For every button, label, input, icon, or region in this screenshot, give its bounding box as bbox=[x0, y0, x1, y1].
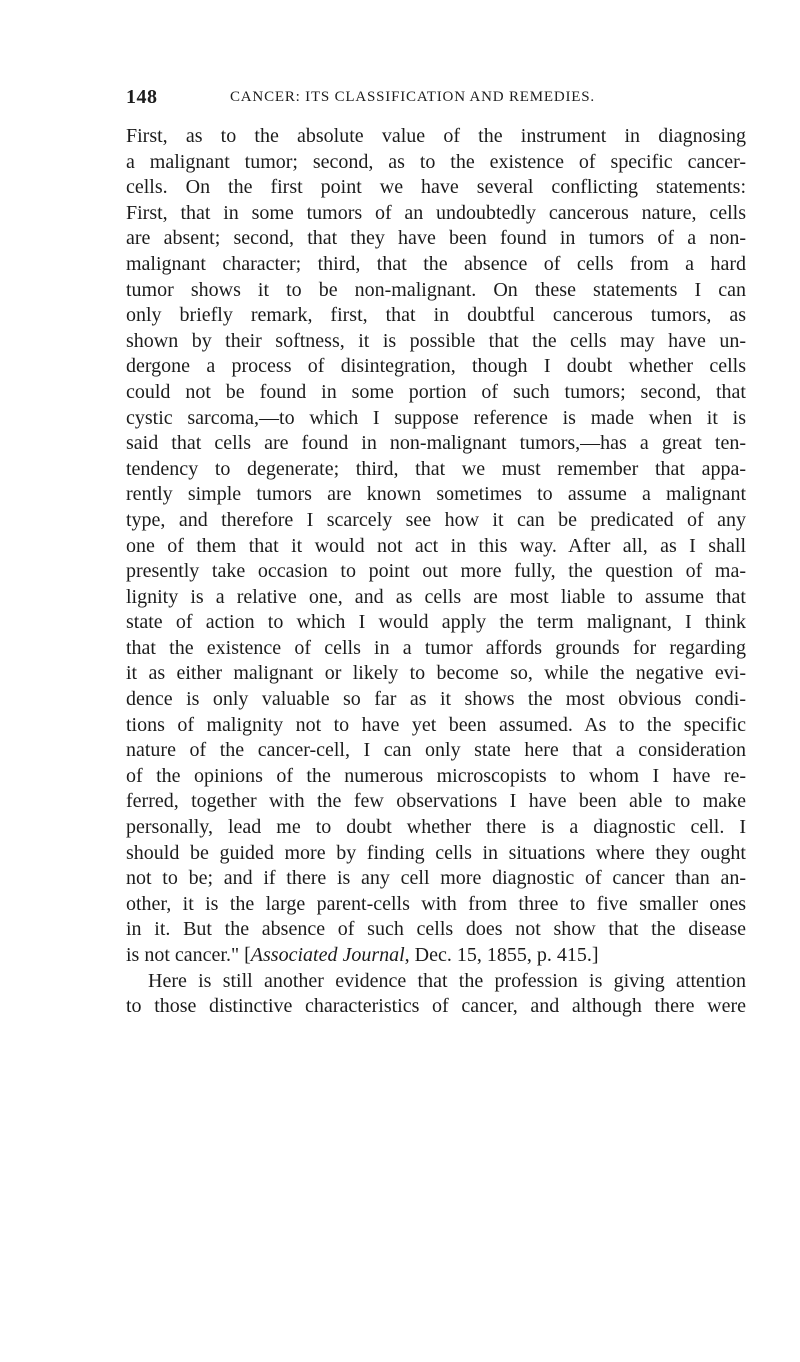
text-line: cystic sarcoma,—to which I suppose reference is made when it is bbox=[126, 406, 746, 429]
text-line: lignity is a relative one, and as cells are most liable to assume that bbox=[126, 585, 746, 608]
text-line: cells. On the first point we have several conflicting statements: bbox=[126, 176, 746, 199]
text-line: tions of malignity not to have yet been assumed. As to the specific bbox=[126, 713, 746, 736]
text-line: personally, lead me to doubt whether there is a diagnostic cell. I bbox=[126, 816, 746, 839]
text-line: tendency to degenerate; third, that we must remember that appa- bbox=[126, 457, 746, 480]
text-line: only briefly remark, first, that in doubtful cancerous tumors, as bbox=[126, 304, 746, 327]
citation-details: , Dec. 15, 1855, p. 415.] bbox=[404, 944, 599, 966]
text-line: rently simple tumors are known sometimes to assume a malignant bbox=[126, 483, 746, 506]
text-line: are absent; second, that they have been found in tumors of a non- bbox=[126, 227, 746, 250]
text-line: type, and therefore I scarcely see how it can be predicated of any bbox=[126, 508, 746, 531]
running-head: CANCER: ITS CLASSIFICATION AND REMEDIES. bbox=[230, 89, 595, 105]
text-line: a malignant tumor; second, as to the existence of specific cancer- bbox=[126, 150, 746, 173]
page-number: 148 bbox=[126, 86, 158, 108]
text-line: malignant character; third, that the absence of cells from a hard bbox=[126, 252, 746, 275]
text-line: First, as to the absolute value of the instrument in diagnosing bbox=[126, 125, 746, 147]
quote-end: is not cancer." [ bbox=[126, 944, 251, 966]
text-line: not to be; and if there is any cell more diagnostic of cancer than an- bbox=[126, 867, 746, 890]
text-line: that the existence of cells in a tumor affords grounds for regarding bbox=[126, 636, 746, 659]
text-line: in it. But the absence of such cells does not show that the disease bbox=[126, 918, 746, 941]
text-line: one of them that it would not act in this way. After all, as I shall bbox=[126, 534, 746, 557]
text-line: should be guided more by finding cells in situations where they ought bbox=[126, 841, 746, 864]
text-line: ferred, together with the few observations I have been able to make bbox=[126, 790, 746, 813]
text-line: tumor shows it to be non-malignant. On these statements I can bbox=[126, 278, 746, 301]
text-line: nature of the cancer-cell, I can only state here that a consideration bbox=[126, 739, 746, 762]
citation-journal: Associated Journal bbox=[250, 944, 405, 966]
body-text bbox=[126, 124, 746, 1020]
text-line: state of action to which I would apply the term malignant, I think bbox=[126, 611, 746, 634]
text-line: First, that in some tumors of an undoubtedly cancerous nature, cells bbox=[126, 201, 746, 224]
text-line-paragraph-start: Here is still another evidence that the profession is giving attention bbox=[148, 969, 746, 992]
text-line: dence is only valuable so far as it shows the most obvious condi- bbox=[126, 688, 746, 711]
text-line: shown by their softness, it is possible that the cells may have un- bbox=[126, 329, 746, 352]
text-line: presently take occasion to point out more fully, the question of ma- bbox=[126, 560, 746, 583]
text-line-with-citation bbox=[126, 943, 746, 969]
text-line: could not be found in some portion of such tumors; second, that bbox=[126, 380, 746, 403]
page-header bbox=[126, 86, 746, 110]
text-line: dergone a process of disintegration, though I doubt whether cells bbox=[126, 355, 746, 378]
text-line: other, it is the large parent-cells with from three to five smaller ones bbox=[126, 892, 746, 915]
text-line: of the opinions of the numerous microscopists to whom I have re- bbox=[126, 764, 746, 787]
text-line: to those distinctive characteristics of cancer, and although there were bbox=[126, 995, 746, 1018]
text-line: it as either malignant or likely to become so, while the negative evi- bbox=[126, 662, 746, 685]
text-line: said that cells are found in non-malignant tumors,—has a great ten- bbox=[126, 432, 746, 455]
